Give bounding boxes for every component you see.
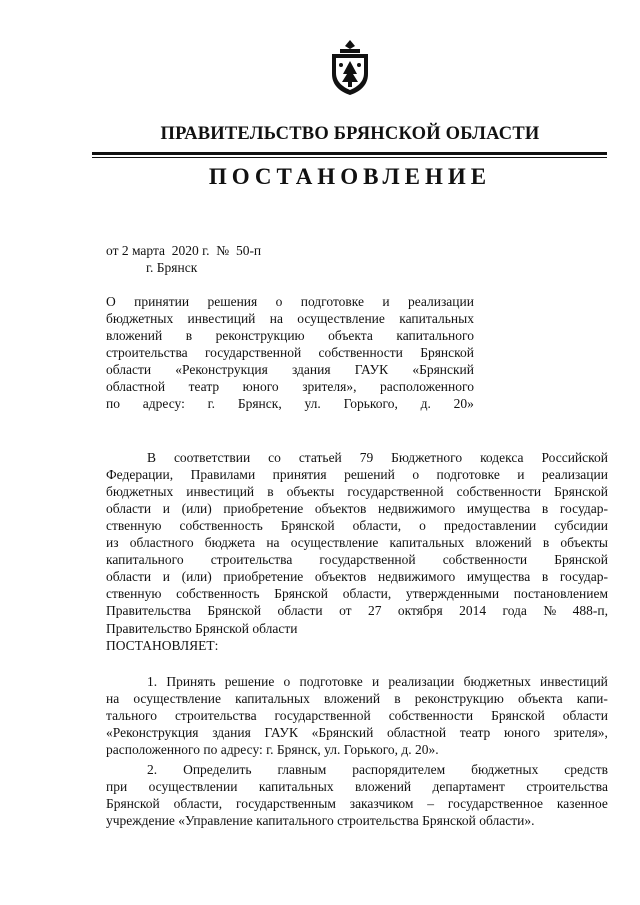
item-2-text: при осуществлении капитальных вложений департамент строительства [106,779,608,794]
preamble-text: В соответствии со статьей 79 Бюджетного кодекса Российской [147,450,608,465]
header-rule-thick [92,152,607,155]
preamble-line [106,602,608,619]
preamble-text: Правительство Брянской области [106,620,298,636]
item-1-text: расположенного по адресу: г. Брянск, ул. Горького, д. 20». [106,742,439,757]
preamble-text: Федерации, Правилами принятия решений о подготовке и реализации [106,467,608,483]
item-1-text: 1. Принять решение о подготовке и реализации бюджетных инвестиций [147,674,608,689]
subject-text: бюджетных инвестиций на осуществление капитальных [106,311,474,326]
preamble-text: капитального строительства государственной собственности Брянской [106,552,608,568]
preamble-line [106,568,608,585]
subject-text: по адресу: г. Брянск, ул. Горького, д. 20» [106,396,474,411]
preamble-line [106,500,608,517]
item-1-text: на осуществление капитальных вложений в реконструкцию объекта капи- [106,691,608,706]
item-2-line [106,795,608,812]
item-2-line [106,778,608,795]
document-city: г. Брянск [146,260,198,275]
item-1-line [147,673,608,690]
subject-line [106,293,474,310]
subject-line [106,310,474,327]
subject-line [106,361,474,378]
preamble-line [106,551,608,568]
item-2-text: учреждение «Управление капитального строительства Брянской области». [106,813,535,828]
item-1-text: тального строительства государственной собственности Брянской области [106,708,608,723]
preamble-line [106,517,608,534]
document-date-number: от 2 марта 2020 г. № 50-п [106,243,262,258]
bryansk-coat-of-arms-icon [327,38,373,96]
preamble-line [106,534,608,551]
item-1-line [106,741,608,758]
preamble-text: ПОСТАНОВЛЯЕТ: [106,637,219,653]
item-2-text: Брянской области, государственным заказчиком – государственное казенное [106,796,608,811]
preamble-text: из областного бюджета на осуществление капитальных вложений в объекты [106,535,608,551]
preamble-line [147,449,608,466]
subject-line [106,395,474,412]
subject-line [106,344,474,361]
item-1-line [106,724,608,741]
subject-line [106,327,474,344]
preamble-text: бюджетных инвестиций в объекты государственной собственности Брянской [106,484,608,500]
preamble-text: ственную собственность Брянской области, о предоставлении субсидии [106,518,608,534]
subject-text: вложений в реконструкцию объекта капитального [106,328,474,343]
preamble-text: Правительства Брянской области от 27 октября 2014 года № 488-п, [106,603,608,619]
preamble-text: области и (или) приобретение объектов недвижимого имущества в государ- [106,569,608,585]
header-rule-thin [92,157,607,158]
subject-text: области «Реконструкция здания ГАУК «Брянский [106,362,474,377]
subject-line [106,378,474,395]
item-1-line [106,707,608,724]
document-type-title: ПОСТАНОВЛЕНИЕ [208,164,492,189]
item-2-line [147,761,608,778]
subject-text: О принятии решения о подготовке и реализации [106,294,474,309]
preamble-line [106,620,608,637]
subject-text: строительства государственной собственности Брянской [106,345,474,360]
item-1-line [106,690,608,707]
preamble-text: ственную собственность Брянской области, утвержденными постановлением [106,586,608,602]
government-name: ПРАВИТЕЛЬСТВО БРЯНСКОЙ ОБЛАСТИ [160,124,540,144]
item-2-text: 2. Определить главным распорядителем бюджетных средств [147,762,608,777]
item-2-line [106,812,608,829]
preamble-line [106,483,608,500]
preamble-line [106,585,608,602]
preamble-text: области и (или) приобретение объектов недвижимого имущества в государ- [106,501,608,517]
item-1-text: «Реконструкция здания ГАУК «Брянский областной театр юного зрителя», [106,725,608,740]
subject-text: областной театр юного зрителя», расположенного [106,379,474,394]
preamble-line [106,466,608,483]
preamble-line [106,637,608,654]
